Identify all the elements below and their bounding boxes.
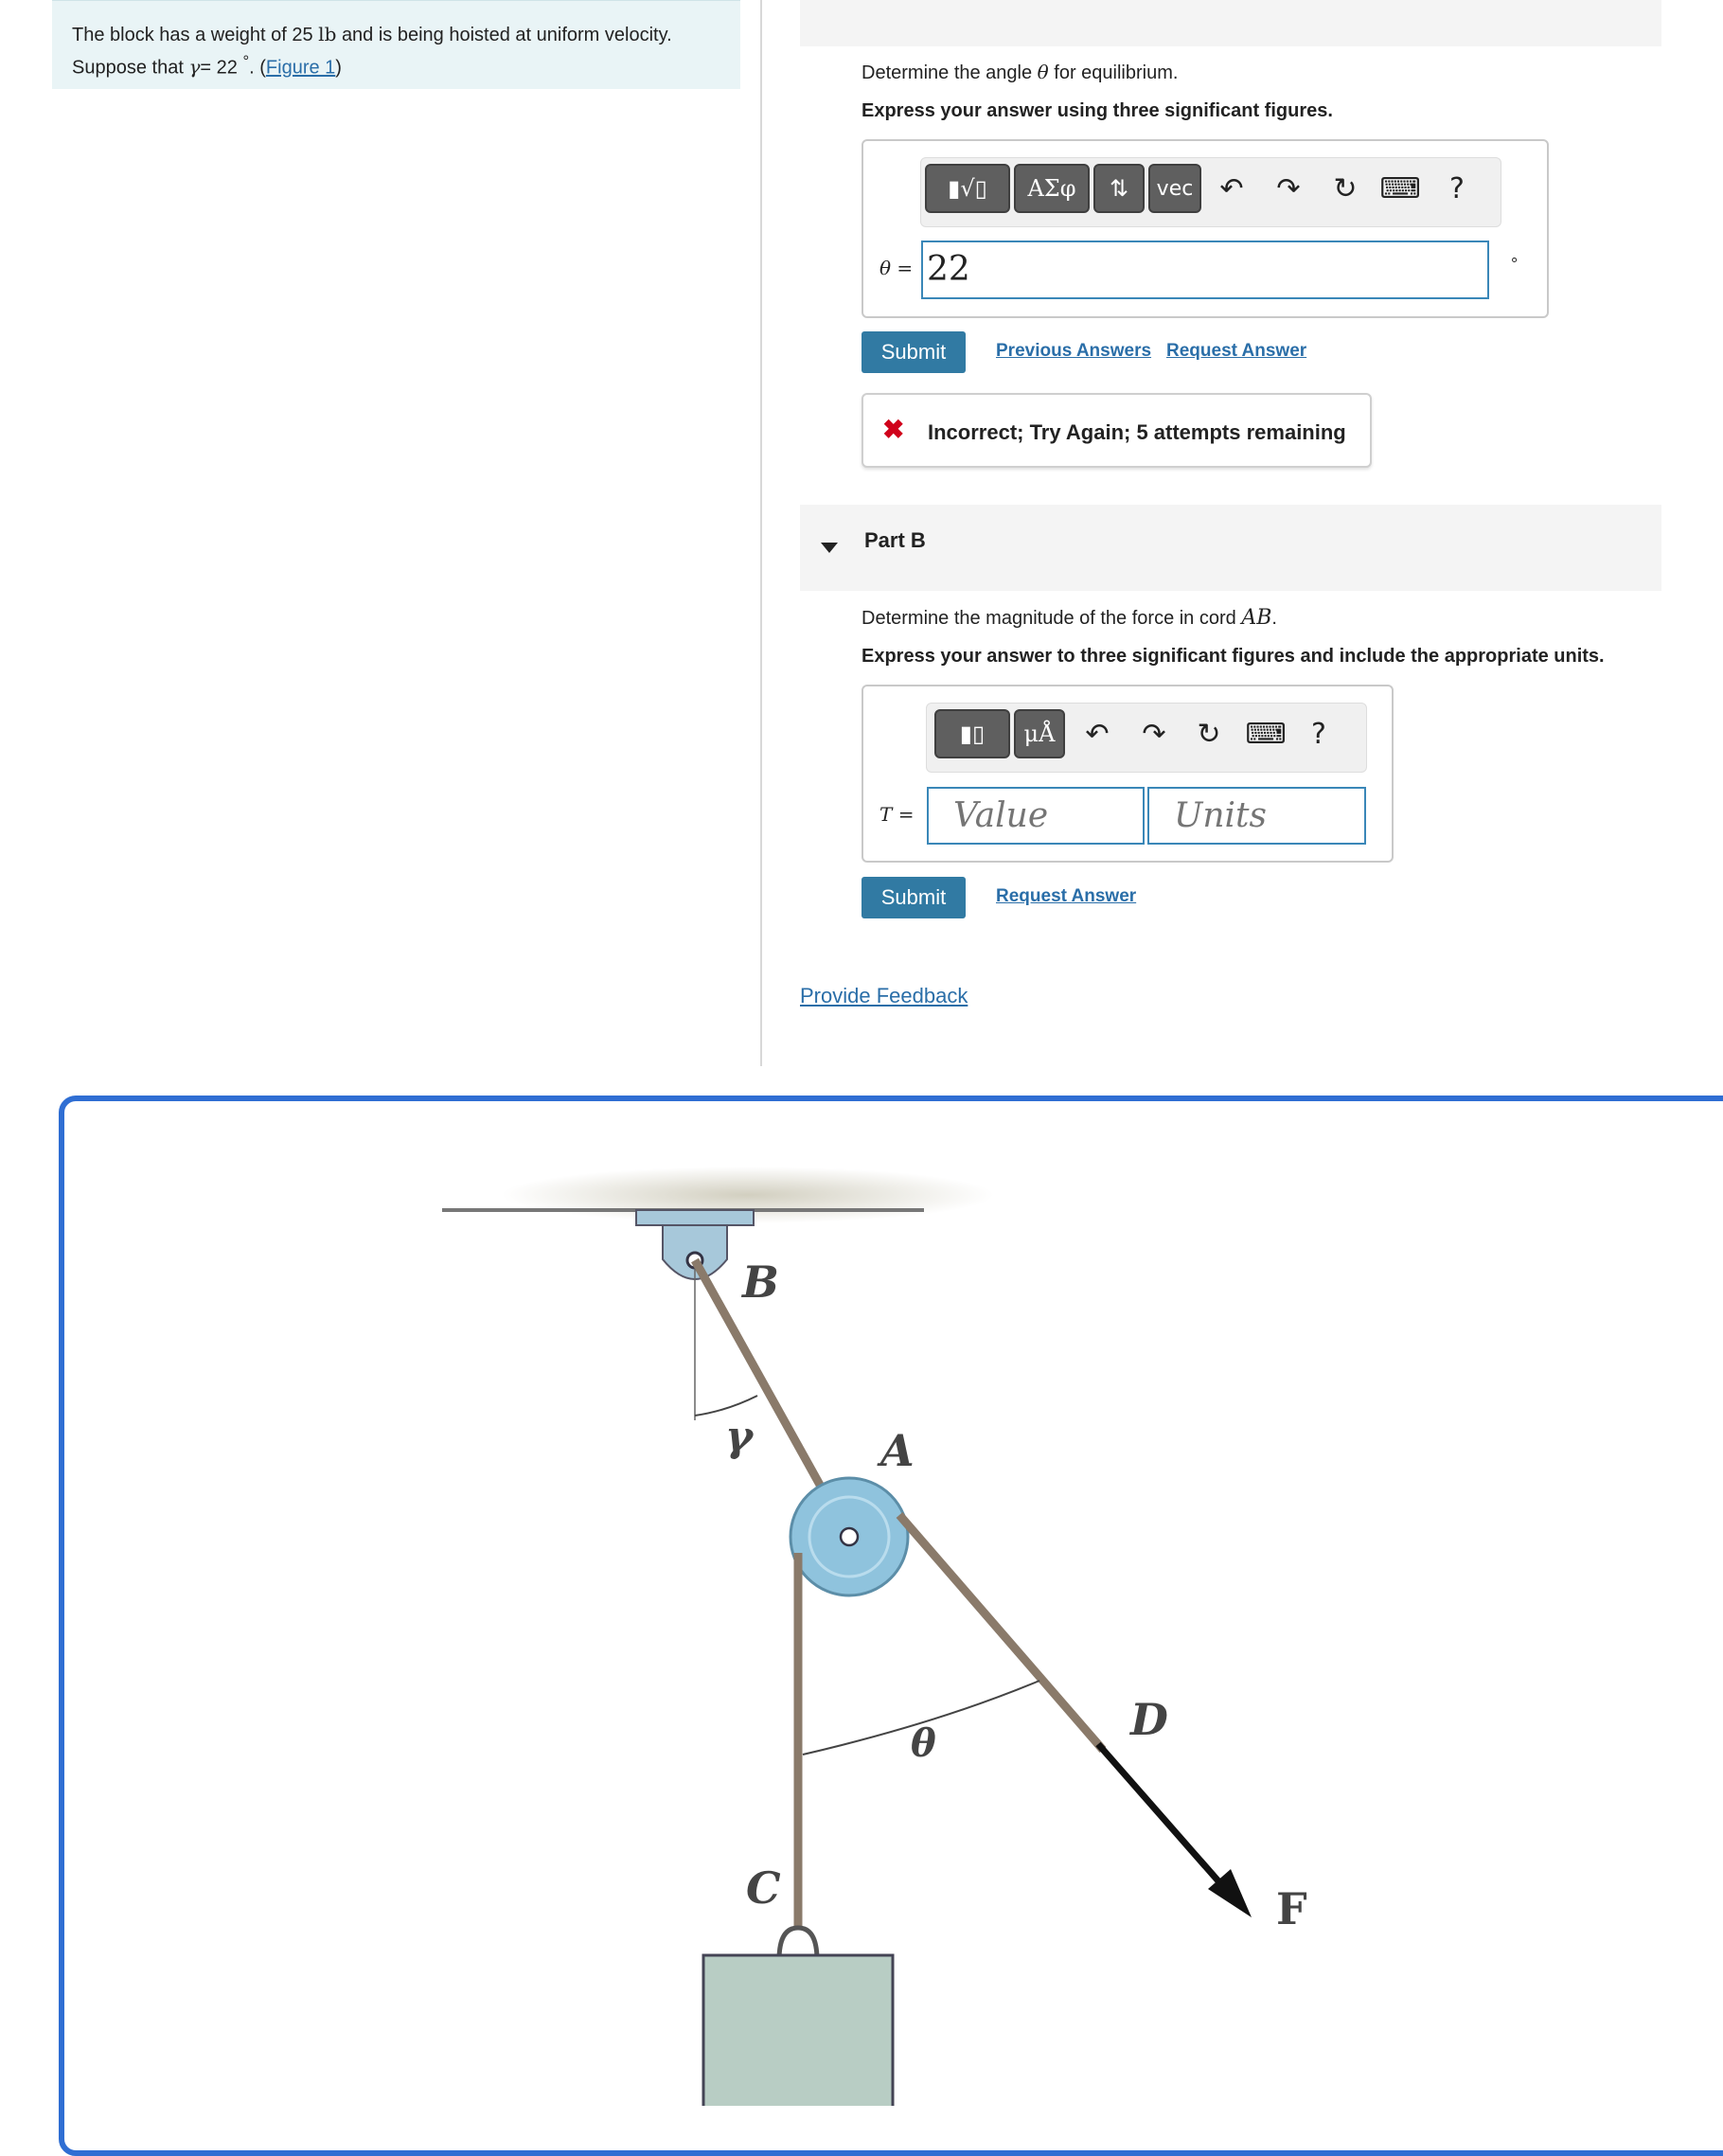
- t-variable-label: T =: [879, 803, 915, 826]
- reset-icon[interactable]: ↻: [1197, 717, 1221, 751]
- provide-feedback-link[interactable]: Provide Feedback: [800, 984, 968, 1007]
- label-a: A: [880, 1425, 915, 1476]
- reset-icon[interactable]: ↻: [1333, 171, 1358, 205]
- label-d: D: [1130, 1694, 1168, 1745]
- part-b-instruction: Express your answer to three significant figures and include the appropriate units.: [862, 646, 1605, 667]
- cord-label: AB: [1241, 606, 1272, 630]
- redo-icon[interactable]: ↷: [1276, 171, 1301, 205]
- vector-button[interactable]: vec: [1148, 164, 1201, 213]
- arrows-button[interactable]: ⇅: [1093, 164, 1145, 213]
- problem-line-2: Suppose that γ= 22 °. (Figure 1): [72, 52, 342, 79]
- part-a-submit-button[interactable]: Submit: [862, 331, 966, 373]
- problem-line-1: The block has a weight of 25 lb and is being hoisted at uniform velocity.: [72, 23, 672, 45]
- weight-unit: lb: [318, 23, 337, 45]
- help-icon[interactable]: ?: [1449, 171, 1465, 205]
- degree-unit-label: °: [1511, 255, 1519, 274]
- label-f: F: [1276, 1883, 1307, 1934]
- error-icon: ✖: [882, 415, 905, 444]
- label-b: B: [742, 1256, 779, 1308]
- help-icon[interactable]: ?: [1311, 717, 1326, 751]
- label-c: C: [746, 1862, 781, 1914]
- part-a-prompt: Determine the angle θ for equilibrium.: [862, 61, 1179, 83]
- gamma-symbol: γ: [188, 55, 201, 79]
- undo-icon[interactable]: ↶: [1085, 717, 1110, 751]
- previous-answers-link[interactable]: Previous Answers: [996, 341, 1152, 361]
- cord-ad: [899, 1515, 1103, 1750]
- theta-symbol: θ: [1037, 61, 1049, 83]
- degree-symbol: °: [242, 52, 250, 70]
- keyboard-icon[interactable]: ⌨: [1379, 171, 1421, 205]
- keyboard-icon[interactable]: ⌨: [1245, 717, 1287, 751]
- feedback-text: Incorrect; Try Again; 5 attempts remaining: [928, 420, 1346, 444]
- theta-answer-value: 22: [927, 250, 970, 289]
- undo-icon[interactable]: ↶: [1219, 171, 1244, 205]
- block: [703, 1955, 893, 2106]
- redo-icon[interactable]: ↷: [1142, 717, 1166, 751]
- theta-variable-label: θ =: [879, 257, 914, 279]
- part-a-request-answer-link[interactable]: Request Answer: [1166, 341, 1307, 361]
- force-arrow-f: [1098, 1744, 1227, 1891]
- templates-button[interactable]: ▮▯: [934, 709, 1010, 758]
- figure-1-link[interactable]: Figure 1: [265, 57, 336, 79]
- part-b-submit-button[interactable]: Submit: [862, 877, 966, 918]
- part-a-instruction: Express your answer using three significant figures.: [862, 100, 1333, 121]
- part-b-title: Part B: [864, 528, 926, 552]
- greek-symbols-button[interactable]: ΑΣφ: [1014, 164, 1090, 213]
- label-theta: θ: [911, 1721, 936, 1766]
- part-b-prompt: Determine the magnitude of the force in cord AB.: [862, 606, 1277, 630]
- templates-button[interactable]: ▮√▯: [925, 164, 1010, 213]
- units-button[interactable]: μÅ: [1014, 709, 1065, 758]
- part-b-request-answer-link[interactable]: Request Answer: [996, 886, 1137, 906]
- label-gamma: γ: [725, 1413, 754, 1461]
